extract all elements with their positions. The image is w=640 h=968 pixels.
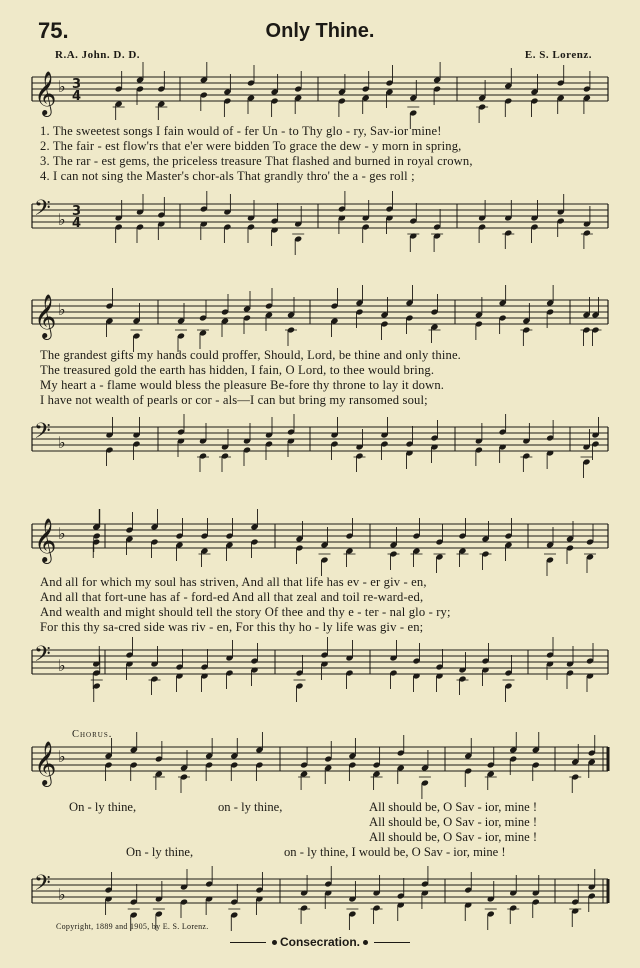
footer-dot-right [363, 940, 368, 945]
lyric-line: And wealth and might should tell the story Of thee and thy e - ter - nal glo - ry; [40, 605, 451, 619]
treble-staff-4 [0, 735, 640, 795]
bass-staff-4 [0, 867, 640, 927]
key-flat-icon: ♭ [58, 77, 66, 96]
copyright: Copyright, 1889 and 1905, by E. S. Lorenz. [56, 922, 209, 931]
chorus-repeat-2: All should be, O Sav - ior, mine ! [369, 830, 538, 844]
bass-clef-icon: 𝄢 [34, 196, 51, 226]
treble-clef-icon: 𝄞 [34, 71, 57, 115]
hymn-title: Only Thine. [265, 20, 375, 42]
treble-staff-2 [0, 288, 640, 348]
lyric-line: 2. The fair - est flow'rs that e'er were bidden To grace the dew - y morn in spring, [40, 139, 462, 153]
chorus-text-b: on - ly thine, [218, 800, 283, 814]
time-sig-bottom: 4 [72, 216, 82, 231]
key-flat-icon: ♭ [58, 433, 66, 452]
chorus-bass-text-b: on - ly thine, I would be, O Sav - ior, mine ! [284, 845, 506, 859]
treble-clef-icon: 𝄞 [34, 518, 57, 562]
lyric-line: And all for which my soul has striven, And all that life has ev - er giv - en, [40, 575, 427, 589]
bass-clef-icon: 𝄢 [34, 642, 51, 672]
key-flat-icon: ♭ [58, 524, 66, 543]
lyrics-system-1 [40, 124, 608, 184]
bass-staff-2 [0, 415, 640, 475]
lyric-line: My heart a - flame would bless the pleasure Be-fore thy throne to lay it down. [40, 378, 445, 392]
key-flat-icon: ♭ [58, 747, 66, 766]
key-flat-icon: ♭ [58, 656, 66, 675]
lyrics-system-2 [40, 348, 608, 408]
footer-dot-left [272, 940, 277, 945]
time-sig-top: 3 [72, 204, 82, 219]
lyric-line: The grandest gifts my hands could proffer, Should, Lord, be thine and only thine. [40, 348, 461, 362]
lyrics-system-3 [40, 575, 608, 635]
treble-staff-1 [0, 65, 640, 125]
lyric-line: The treasured gold the earth has hidden, I fain, O Lord, to thee would bring. [40, 363, 435, 377]
key-flat-icon: ♭ [58, 885, 66, 904]
lyric-line: And all that fort-une has af - ford-ed And all that zeal and toil re-ward-ed, [40, 590, 424, 604]
bass-clef-icon: 𝄢 [34, 871, 51, 901]
footer-rule-right [374, 942, 410, 943]
words-credit: R.A. John. D. D. [55, 49, 141, 61]
chorus-text-c: All should be, O Sav - ior, mine ! [369, 800, 538, 814]
topic-footer [0, 935, 640, 949]
footer-rule-left [230, 942, 266, 943]
treble-clef-icon: 𝄞 [34, 741, 57, 785]
lyric-line: 4. I can not sing the Master's chor-als That grandly thro' the a - ges roll ; [40, 169, 415, 183]
topic-label: Consecration. [279, 935, 360, 949]
treble-clef-icon: 𝄞 [34, 294, 57, 338]
time-sig-top: 3 [72, 77, 82, 92]
lyric-line: 1. The sweetest songs I fain would of - fer Un - to Thy glo - ry, Sav-ior mine! [40, 124, 442, 138]
lyric-line: 3. The rar - est gems, the priceless treasure That flashed and burned in royal crown, [40, 154, 473, 168]
chorus-text-a: On - ly thine, [69, 800, 137, 814]
treble-staff-3 [0, 512, 640, 572]
chorus-bass-text-a: On - ly thine, [126, 845, 194, 859]
lyric-line: I have not wealth of pearls or cor - als—I can but bring my ransomed soul; [40, 393, 428, 407]
bass-staff-3 [0, 638, 640, 698]
chorus-label: Chorus. [72, 729, 113, 740]
key-flat-icon: ♭ [58, 300, 66, 319]
lyric-line: For this thy sa-cred side was riv - en, For this thy ho - ly life was giv - en; [40, 620, 424, 634]
bass-staff-1 [0, 192, 640, 252]
bass-clef-icon: 𝄢 [34, 419, 51, 449]
time-sig-bottom: 4 [72, 89, 82, 104]
music-credit: E. S. Lorenz. [524, 49, 592, 61]
key-flat-icon: ♭ [58, 210, 66, 229]
chorus-repeat-1: All should be, O Sav - ior, mine ! [369, 815, 538, 829]
hymn-number: 75. [38, 18, 69, 43]
